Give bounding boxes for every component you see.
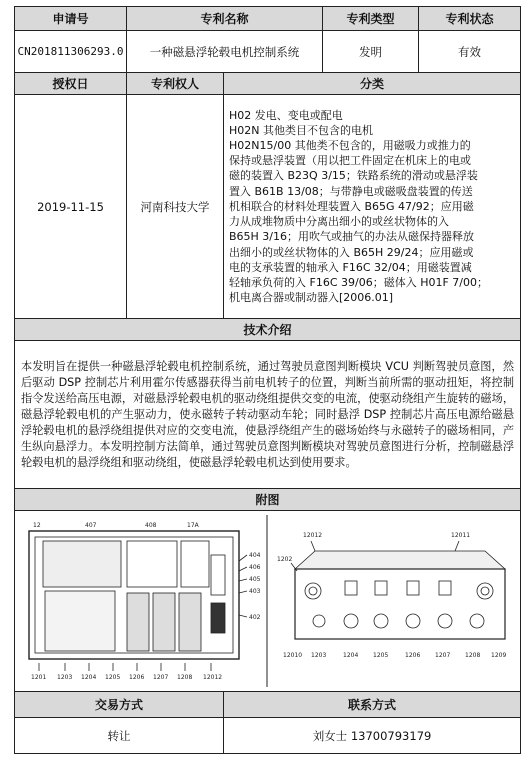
- fig-label: 1204: [343, 652, 359, 659]
- fig-label: 1207: [435, 652, 451, 659]
- fig-label: 12012: [203, 674, 223, 681]
- patent-figure: [15, 511, 519, 691]
- figure-cell: [15, 511, 521, 692]
- classification-line: 置入 B61B 13/08；与带静电或磁吸盘装置的传送: [229, 184, 473, 198]
- fig-label: 12012: [303, 532, 323, 539]
- fig-label: 12011: [451, 532, 471, 539]
- header-patent-name: 专利名称: [127, 7, 323, 31]
- classification-line: 电的支承装置的轴承入 F16C 32/04；用磁装置减: [229, 260, 472, 274]
- patent-sheet: [14, 6, 520, 754]
- header-classification: 分类: [224, 73, 521, 95]
- application-no-value: CN201811306293.0: [15, 31, 127, 73]
- fig-label: 402: [249, 614, 261, 621]
- fig-label: 1204: [81, 674, 97, 681]
- grant-date-value: 2019-11-15: [15, 95, 127, 319]
- header-grant-date: 授权日: [15, 73, 127, 95]
- fig-label: 1201: [31, 674, 47, 681]
- patent-type-value: 发明: [323, 31, 419, 73]
- classification-line: 机电离合器或制动器入[2006.01]: [229, 291, 394, 305]
- header-tech-intro: 技术介绍: [15, 319, 521, 341]
- fig-label: 12010: [283, 652, 303, 659]
- fig-label: 1207: [153, 674, 169, 681]
- fig-label: 12: [33, 522, 41, 529]
- fig-label: 1206: [405, 652, 421, 659]
- fig-label: 1205: [373, 652, 389, 659]
- fig-label: 1203: [57, 674, 73, 681]
- header-patent-type: 专利类型: [323, 7, 419, 31]
- fig-label: 406: [249, 564, 261, 571]
- trade-method-value: 转让: [15, 718, 224, 754]
- figure-left-drawing: [29, 531, 247, 671]
- fig-label: 1205: [105, 674, 121, 681]
- fig-label: 404: [249, 552, 261, 559]
- header-trade-method: 交易方式: [15, 692, 224, 718]
- classification-line: H02N15/00 其他类不包含的，用磁吸力或推力的: [229, 139, 471, 153]
- classification-line: 力从成堆物质中分离出细小的或丝状物体的入: [229, 215, 449, 229]
- patent-status-value: 有效: [419, 31, 521, 73]
- fig-label: 1203: [311, 652, 327, 659]
- classification-line: B65H 3/16；用吹气或抽气的办法从磁保持器释放: [229, 230, 475, 244]
- classification-value: [224, 95, 521, 319]
- contact-value: 刘女士 13700793179: [224, 718, 521, 754]
- classification-line: 轻轴承负荷的入 F16C 39/06；磁体入 H01F 7/00；: [229, 275, 488, 289]
- fig-label: 405: [249, 576, 261, 583]
- header-application-no: 申请号: [15, 7, 127, 31]
- header-contact: 联系方式: [224, 692, 521, 718]
- fig-label: 1202: [277, 556, 293, 563]
- fig-label: 1206: [129, 674, 145, 681]
- patent-table: [14, 6, 521, 754]
- patent-name-value: 一种磁悬浮轮毂电机控制系统: [127, 31, 323, 73]
- classification-line: H02 发电、变电或配电: [229, 108, 343, 122]
- patentee-value: 河南科技大学: [127, 95, 224, 319]
- tech-intro-value: 本发明旨在提供一种磁悬浮轮毂电机控制系统，通过驾驶员意图判断模块 VCU 判断驾驶员意图，然后驱动 DSP 控制芯片利用霍尔传感器获得当前电机转子的位置，判断当前所需的驱动扭矩，将控制指令发送给高压电源，对磁悬浮轮毂电机的驱动绕组提供交变的电流，使驱动绕组产生旋转的磁场，磁悬浮轮毂电机的产生驱动力，使永磁转子转动驱动车轮；同时悬浮 DSP 控制芯片高压电源给磁悬浮轮毂电机的悬浮绕组提供对应的交变电流，使悬浮绕组产生的磁场始终与永磁转子的磁场相同，产生纵向悬浮力。本发明控制方法简单，通过驾驶员意图判断模块对驾驶员意图进行分析，控制磁悬浮轮毂电机的悬浮绕组和驱动绕组，使磁悬浮轮毂电机达到使用要求。: [15, 341, 521, 489]
- classification-line: 磁的装置入 B23Q 3/15；铁路系统的滑动或悬浮装: [229, 169, 478, 183]
- header-patent-status: 专利状态: [419, 7, 521, 31]
- fig-label: 17A: [187, 522, 199, 529]
- figure-right-drawing: [291, 541, 505, 639]
- fig-label: 403: [249, 588, 261, 595]
- fig-label: 1208: [177, 674, 193, 681]
- header-figure: 附图: [15, 489, 521, 511]
- fig-label: 1209: [491, 652, 507, 659]
- header-patentee: 专利权人: [127, 73, 224, 95]
- fig-label: 1208: [465, 652, 481, 659]
- classification-line: 保持或悬浮装置（用以把工件固定在机床上的电或: [229, 154, 471, 168]
- fig-label: 408: [145, 522, 157, 529]
- classification-line: 机相联合的材料处理装置入 B65G 47/92；应用磁: [229, 199, 474, 213]
- fig-label: 407: [85, 522, 97, 529]
- classification-line: H02N 其他类目不包含的电机: [229, 123, 373, 137]
- classification-line: 出细小的或丝状物体的入 B65H 29/24；应用磁或: [229, 245, 474, 259]
